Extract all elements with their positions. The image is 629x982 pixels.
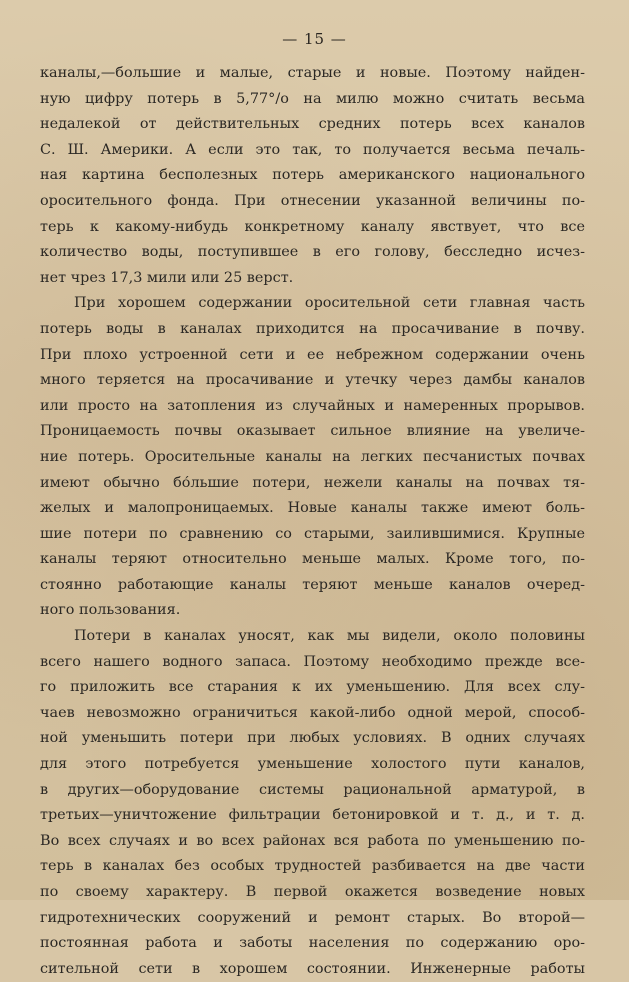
text-line: ная картина бесполезных потерь американского национального xyxy=(40,167,585,184)
text-line: потерь воды в каналах приходится на просачивание в почву. xyxy=(40,320,585,337)
text-line: по своему характеру. В первой окажется возведение новых xyxy=(40,884,585,900)
text-line: гидротехнических сооружений и ремонт старых. Во второй— xyxy=(40,909,585,926)
text-line: ной уменьшить потери при любых условиях. В одних случаях xyxy=(40,730,585,747)
text-line: третьих—уничтожение фильтрации бетонировкой и т. д., и т. д. xyxy=(40,807,585,824)
text-line: Во всех случаях и во всех районах вся работа по уменьшению по- xyxy=(40,832,585,849)
paragraph-1 xyxy=(40,61,585,291)
text-line: всего нашего водного запаса. Поэтому необходимо прежде все- xyxy=(40,653,585,670)
body-text xyxy=(40,61,585,982)
text-line: много теряется на просачивание и утечку через дамбы каналов xyxy=(40,372,585,389)
text-line: терь в каналах без особых трудностей разбивается на две части xyxy=(40,858,585,875)
text-line: ную цифру потерь в 5,77°/о на милю можно считать весьма xyxy=(40,90,585,107)
text-line: постоянная работа и заботы населения по содержанию оро- xyxy=(40,935,585,952)
text-line: При плохо устроенной сети и ее небрежном содержании очень xyxy=(40,346,585,363)
text-line: количество воды, поступившее в его голову, бесследно исчез- xyxy=(40,244,585,261)
text-line: нет чрез 17,3 мили или 25 верст. xyxy=(40,269,294,286)
text-line: чаев невозможно ограничиться какой-либо одной мерой, способ- xyxy=(40,704,585,721)
text-line: ние потерь. Оросительные каналы на легких песчанистых почвах xyxy=(40,448,585,465)
text-line: шие потери по сравнению со старыми, заилившимися. Крупные xyxy=(40,525,585,542)
text-line: стоянно работающие каналы теряют меньше каналов очеред- xyxy=(40,576,585,593)
page-number: — 15 — xyxy=(282,30,347,48)
text-line: сительной сети в хорошем состоянии. Инженерные работы xyxy=(40,960,585,977)
text-line: имеют обычно бо́льшие потери, нежели каналы на почвах тя- xyxy=(40,474,585,491)
text-line: в других—оборудование системы рациональной арматурой, в xyxy=(40,781,585,798)
paragraph-3 xyxy=(40,624,585,982)
text-line: желых и малопроницаемых. Новые каналы также имеют боль- xyxy=(40,500,585,517)
text-line: С. Ш. Америки. А если это так, то получается весьма печаль- xyxy=(40,141,585,158)
text-line: ного пользования. xyxy=(40,602,181,619)
text-line: каналы,—большие и малые, старые и новые. Поэтому найден- xyxy=(40,65,585,81)
text-line: Проницаемость почвы оказывает сильное влияние на увеличе- xyxy=(40,423,585,440)
text-line: или просто на затопления из случайных и намеренных прорывов. xyxy=(40,397,585,414)
text-line: оросительного фонда. При отнесении указанной величины по- xyxy=(40,192,585,209)
text-line: недалекой от действительных средних потерь всех каналов xyxy=(40,116,585,133)
text-line: терь к какому-нибудь конкретному каналу явствует, что все xyxy=(40,218,585,235)
text-line: При хорошем содержании оросительной сети главная часть xyxy=(74,295,585,312)
text-line: Потери в каналах уносят, как мы видели, около половины xyxy=(74,628,585,645)
text-line: для этого потребуется уменьшение холостого пути каналов, xyxy=(40,756,585,773)
text-line: го приложить все старания к их уменьшению. Для всех слу- xyxy=(40,679,585,696)
paragraph-2 xyxy=(40,291,585,624)
text-line: каналы теряют относительно меньше малых. Кроме того, по- xyxy=(40,551,585,568)
